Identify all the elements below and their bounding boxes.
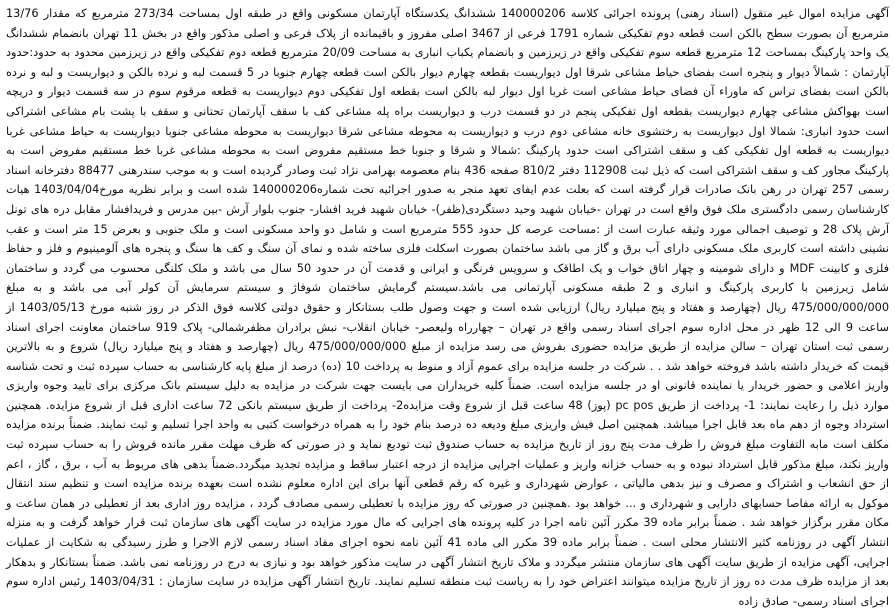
notice-body-text: آگهی مزایده اموال غیر منقول (اسناد رهنی) پرونده اجرائی کلاسه 140000206 ششدانگ یکدستگاه آپارتمان مسکونی واقع در طبقه اول بمساحت 273/34 مترمربع که مقدار 13/76 مترمربع آن بصورت سطح بالکن است قطعه دوم تفکیکی شماره 1791 فرعی از 3467 اصلی مفروز و باقیمانده از پلاک فرعی و اصلی مذکور واقع در بخش 11 تهران بانضمام ششدانگ یک واحد پارکینگ بمساحت 12 مترمربع قطعه سوم تفکیکی واقع در زیرزمین و بانضمام یکباب انباری به مساحت 20/09 مترمربع قطعه دوم تفکیکی واقع در زیرزمین محدود به حدود:حدود آپارتمان : شمالاً دیوار و پنجره است بفضای حیاط مشاعی شرقا اول دیواریست بقطعه چهارم دیوار بالکن است قطعه چهارم جنوبا در 5 قسمت لبه و نرده بالکن و دیواریست و لبه و نرده بالکن است بفضای تراس که ماوراء آن فضای حیاط مشاعی است غربا اول دیوار لبه بالکن است بقطعه اول تفکیکی دوم دیواریست به قطعه مرقوم سوم در سه قسمت دیوار و دریچه است بهواکش مشاعی چهارم دیواریست بقطعه اول تفکیکی پنجم در دو قسمت درب و دیواریست براه پله مشاعی کف با سقف آپارتمان تحتانی و سقف با پشت بام مشاعی اشتراکی است حدود انباری: شمالا اول دیواریست به رختشوی خانه مشاعی دوم درب و دیواریست به محوطه مشاعی شرقا دیواریست به محوطه مشاعی جنوبا دیواریست به حیاط مشاعی غربا دیواریست به قطعه اول تفکیکی کف و سقف اشتراکی است حدود پارکینگ :شمالا و شرقا و جنوبا خط مستقیم مفروض است به محوطه مشاعی غربا خط مستقیم مفروض است به پارکینگ مجاور کف و سقف اشتراکی است که ذیل ثبت 112908 دفتر 810/2 صفحه 436 بنام معصومه بهرامی نژاد ثبت وصادر گردیده است و به موجب سندرهنی 88477 دفترخانه اسناد رسمی 257 تهران در رهن بانک صادرات قرار گرفته است که بعلت عدم ایفای تعهد منجر به صدور اجرائیه تحت شماره140000206 شده است و برابر نظریه مورخ1403/04/04 هیات کارشناسان رسمی دادگستری ملک فوق واقع است در تهران -خیابان شهید وحید دستگردی(ظفر)- خیابان شهید فرید افشار- جنوب بلوار آرش -بین مدرس و فریدافشار مقابل دره های تونل آرش پلاک 28 و توصیف اجمالی مورد وثیقه عبارت است از :مساحت عرصه کل حدود 555 مترمربع است و شامل دو واحد مسکونی است و ملک جنوبی و بعرض 15 متر است و عقب نشینی داشته است کاربری ملک مسکونی دارای آب برق و گاز می باشد ساختمان بصورت اسکلت فلزی ساخته شده و نمای آن سنگ و کف ها سنگ و پنجره های آلومینیوم و فلز و حفاظ فلزی و کابینت MDF و دارای شومینه و چهار اتاق خواب و یک اطاقک و سرویس فرنگی و ایرانی و قدمت آن در حدود 50 سال می باشد و ملک کلنگی محسوب می گردد و ساختمان شامل زیرزمین با کاربری پارکینگ و انباری و 2 طبقه مسکونی آپارتمانی می باشد.سیستم گرمایش ساختمان شوفاژ و سیستم سرمایش آن کولر آبی می باشد و به مبلغ 475/000/000/000 ریال (چهارصد و هفتاد و پنج میلیارد ریال) ارزیابی شده است و جهت وصول طلب بستانکار و حقوق دولتی کلاسه فوق الذکر در روز شنبه مورخ 1403/05/13 از ساعت 9 الی 12 ظهر در محل اداره سوم اجرای اسناد رسمی واقع در تهران – چهارراه ولیعصر- خیابان انقلاب- نبش برادران مظفرشمالی- پلاک 919 ساختمان معاونت اجرای اسناد رسمی ثبت استان تهران – سالن مزایده از طریق مزایده حضوری بفروش می رسد مزایده از مبلغ 475/000/000/000 ریال (چهارصد و هفتاد و پنج میلیارد ریال) شروع و به بالاترین قیمت که خریدار داشته باشد فروخته خواهد شد . . شرکت در جلسه مزایده برای عموم آزاد و منوط به پرداخت 10 (ده) درصد از مبلغ پایه کارشناسی به حساب سپرده ثبت و تحت شناسه واریز اعلامی و حضور خریدار یا نماینده قانونی او در جلسه مزایده است. ضمناً کلیه خریداران می بایست جهت شرکت در مزایده به دلیل سیستم بانک مرکزی برای تایید وجوه واریزی موارد ذیل را رعایت نمایند: 1- پرداخت از طریق pc pos (پوز) 48 ساعت قبل از شروع وقت مزایده2- پرداخت از طریق سیستم بانکی 72 ساعت اداری قبل از شروع مزایده. همچنین استرداد وجوه از دهم ماه بعد قابل اجرا میباشد. همچنین اصل فیش واریزی مبلغ ودیعه ده درصد بنام خود را به همراه درخواست کتبی به واحد اجرا تسلیم و ثبت نمایند. ضمناً برنده مزایده مکلف است مابه التفاوت مبلغ فروش را ظرف مدت پنج روز از تاریخ مزایده به حساب صندوق ثبت تودیع نماید و در صورتی که ظرف مهلت مقرر مانده فروش را به حساب سپرده ثبت واریز نکند، مبلغ مذکور قابل استرداد نبوده و به حساب خزانه واریز و عملیات اجرایی مزایده از درجه اعتبار ساقط و مزایده تجدید میگردد.ضمناً بدهی های مربوط به آب ، برق ، گاز ، اعم از حق انشعاب و اشتراک و مصرف و نیز بدهی مالیاتی ، عوارض شهرداری و غیره که رقم قطعی آنها برای این اداره معلوم نشده است بعهده برنده مزایده است و تنظیم سند انتقال موکول به ارائه مفاصا حسابهای دارایی و شهرداری و ... خواهد بود .همچنین در صورتی که روز مزایده با تعطیلی رسمی مصادف گردد ، مزایده روز اداری بعد از تعطیلی در همان ساعت و مکان مقرر برگزار خواهد شد . ضمناً برابر ماده 39 مکرر آئین نامه اجرا در کلیه پرونده های اجرایی که مال مورد مزایده در سایت آگهی های سازمان ثبت قرار خواهد گرفت و به منزله انتشار آگهی در روزنامه کثیر الانتشار محلی است . ضمناً برابر ماده 39 مکرر الی ماده 41 آئین نامه نحوه اجرای مفاد اسناد رسمی لازم الاجرا و طرز رسیدگی به شکایت از عملیات اجرایی، آگهی مزایده از طریق سایت آگهی های سازمان منتشر میگردد و ملاک تاریخ انتشار آگهی در سایت مذکور خواهد بود و نیازی به درج در روزنامه نمی باشد. ضمناً بستانکار و بدهکار بعد از مزایده ظرف مدت ده روز از تاریخ مزایده میتوانند اعتراض خود را به ریاست ثبت منطقه تسلیم نمایند. تاریخ انتشار آگهی مزایده در سایت سازمان : 1403/04/31 رئیس اداره سوم اجرای اسناد رسمی- صادق زاده bbox=[6, 7, 890, 608]
